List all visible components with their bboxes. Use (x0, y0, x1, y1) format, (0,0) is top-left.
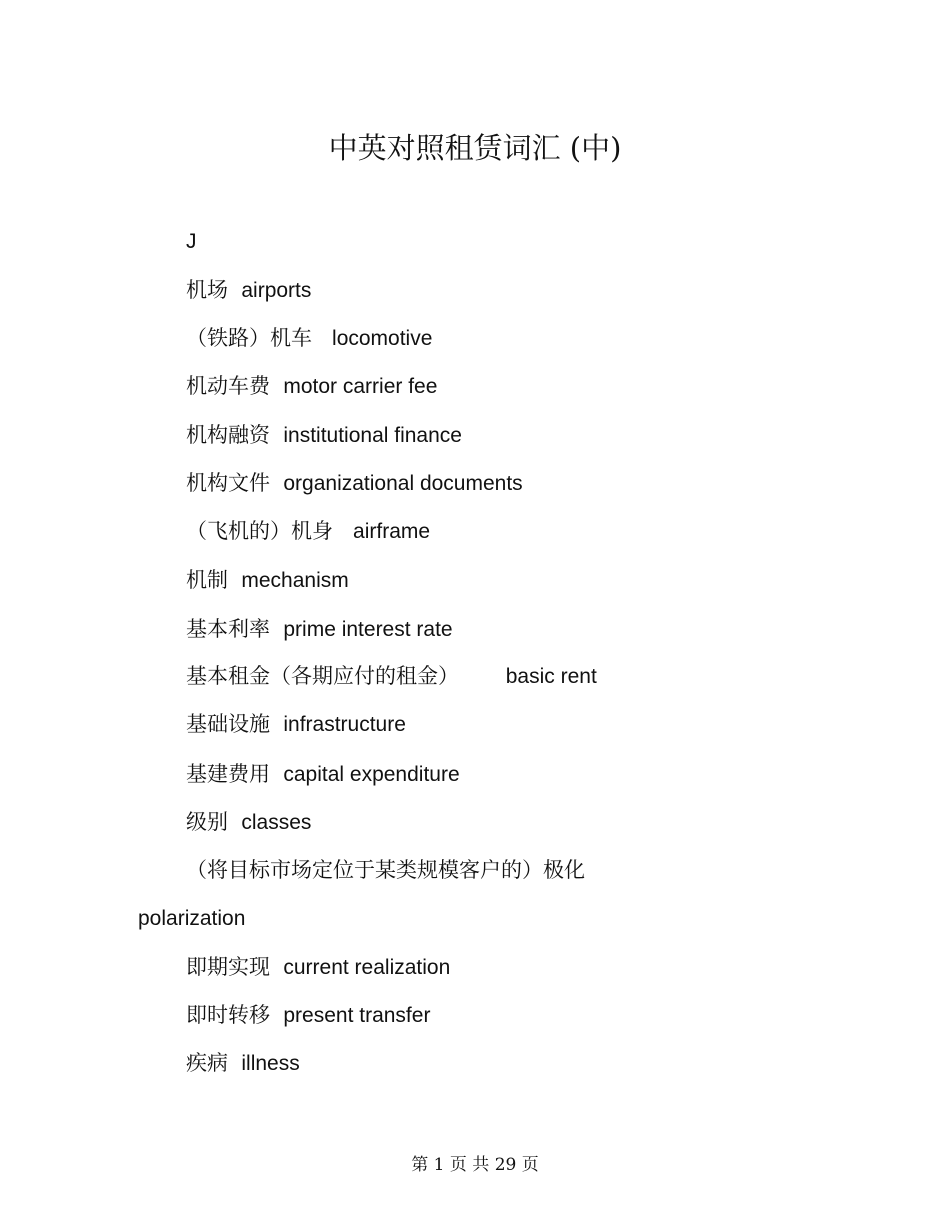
entry-english: capital expenditure (283, 763, 460, 786)
glossary-entry (186, 371, 437, 402)
glossary-entry (186, 1048, 300, 1079)
glossary-entry (186, 614, 453, 645)
entry-chinese: 基本租金（各期应付的租金） (186, 664, 459, 688)
glossary-entry (186, 468, 523, 499)
entry-english: present transfer (283, 1004, 431, 1027)
entry-chinese: （将目标市场定位于某类规模客户的）极化 (186, 858, 585, 882)
entry-english: basic rent (505, 665, 597, 688)
entry-english: illness (241, 1052, 300, 1075)
entry-english: motor carrier fee (283, 375, 438, 398)
entry-english: infrastructure (283, 713, 406, 736)
section-letter: J (186, 230, 197, 253)
glossary-entry (186, 565, 349, 596)
entry-chinese: 疾病 (186, 1051, 228, 1075)
entry-chinese: 基建费用 (186, 762, 270, 786)
page-footer: 第 1 页 共 29 页 (411, 1155, 539, 1175)
glossary-entry (186, 323, 432, 354)
entry-english: classes (241, 811, 312, 834)
glossary-entry (186, 709, 406, 740)
glossary-entry (186, 516, 430, 547)
entry-chinese: 机构融资 (186, 423, 270, 447)
glossary-entry (186, 807, 311, 838)
entry-chinese: 基础设施 (186, 712, 270, 736)
entry-chinese: 即时转移 (186, 1003, 270, 1027)
entry-chinese: 级别 (186, 810, 228, 834)
glossary-entry (186, 420, 462, 451)
glossary-entry (186, 759, 460, 790)
entry-english: prime interest rate (283, 618, 453, 641)
glossary-entry (186, 275, 311, 306)
entry-chinese: 机场 (186, 278, 228, 302)
entry-chinese: 机动车费 (186, 374, 270, 398)
glossary-entry (186, 952, 450, 983)
entry-english: mechanism (241, 569, 349, 592)
entry-english: locomotive (332, 327, 433, 350)
glossary-entry (186, 1000, 430, 1031)
entry-english: airports (241, 279, 312, 302)
entry-chinese: 机构文件 (186, 471, 270, 495)
glossary-entry-english-wrapped: polarization (138, 907, 246, 930)
glossary-entry-chinese (186, 855, 585, 885)
entry-chinese: 基本利率 (186, 617, 270, 641)
entry-chinese: （铁路）机车 (186, 326, 312, 350)
page-title: 中英对照租赁词汇 (中) (328, 131, 622, 165)
entry-english: institutional finance (283, 424, 462, 447)
entry-english: current realization (283, 956, 451, 979)
entry-chinese: 机制 (186, 568, 228, 592)
entry-english: airframe (353, 520, 431, 543)
entry-chinese: （飞机的）机身 (186, 519, 333, 543)
entry-english: organizational documents (283, 472, 523, 495)
entry-chinese: 即期实现 (186, 955, 270, 979)
glossary-entry (186, 661, 597, 692)
